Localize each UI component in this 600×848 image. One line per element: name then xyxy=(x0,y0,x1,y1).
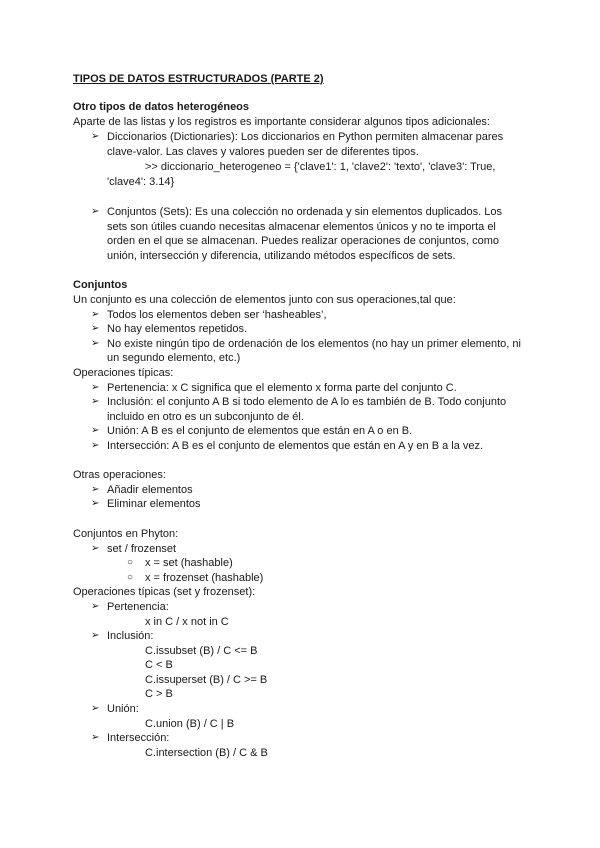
list-item: ➢ set / frozenset xyxy=(91,543,177,555)
circle-bullet-icon: ○ xyxy=(127,557,134,568)
code-example: C.issubset (B) / C <= B xyxy=(145,645,258,657)
arrow-bullet-icon: ➢ xyxy=(91,484,100,495)
arrow-bullet-icon: ➢ xyxy=(91,601,100,612)
arrow-bullet-icon: ➢ xyxy=(91,206,100,217)
list-item-text: un segundo elemento, etc.) xyxy=(107,352,241,364)
arrow-bullet-icon: ➢ xyxy=(91,382,100,393)
list-item: ➢ No existe ningún tipo de ordenación de los elementos (no hay un primer elemento, ni xyxy=(91,338,521,350)
code-example: 'clave4': 3.14} xyxy=(107,176,175,188)
arrow-bullet-icon: ➢ xyxy=(91,543,100,554)
arrow-bullet-icon: ➢ xyxy=(91,425,100,436)
arrow-bullet-icon: ➢ xyxy=(91,440,100,451)
list-item-text: unión, intersección y diferencia, utilizando métodos específicos de sets. xyxy=(107,250,456,262)
list-item-text: incluido en otro es un subconjunto de él. xyxy=(107,411,304,423)
list-item: ➢ Unión: A B es el conjunto de elementos que están en A o en B. xyxy=(91,425,413,437)
paragraph: Operaciones típicas: xyxy=(73,367,174,379)
page-title: TIPOS DE DATOS ESTRUCTURADOS (PARTE 2) xyxy=(73,73,324,85)
list-item: ➢ No hay elementos repetidos. xyxy=(91,323,248,335)
paragraph: Un conjunto es una colección de elementos junto con sus operaciones,tal que: xyxy=(73,294,456,306)
list-item-text: sets son útiles cuando necesitas almacenar elementos únicos y no te importa el xyxy=(107,221,496,233)
arrow-bullet-icon: ➢ xyxy=(91,323,100,334)
arrow-bullet-icon: ➢ xyxy=(91,396,100,407)
list-item: ➢ Todos los elementos deben ser ‘hasheables’, xyxy=(91,309,327,321)
list-item: ➢ Intersección: xyxy=(91,732,170,744)
arrow-bullet-icon: ➢ xyxy=(91,732,100,743)
code-example: x in C / x not in C xyxy=(145,616,229,628)
list-item-dictionaries: ➢ Diccionarios (Dictionaries): Los diccionarios en Python permiten almacenar pares xyxy=(91,131,504,143)
list-item: ➢ Pertenencia: x C significa que el elemento x forma parte del conjunto C. xyxy=(91,382,457,394)
list-item-sets: ➢ Conjuntos (Sets): Es una colección no ordenada y sin elementos duplicados. Los xyxy=(91,206,503,218)
list-item-text: orden en el que se almacenan. Puedes realizar operaciones de conjuntos, como xyxy=(107,235,499,247)
arrow-bullet-icon: ➢ xyxy=(91,703,100,714)
list-item: ➢ Eliminar elementos xyxy=(91,498,201,510)
list-item-text: clave-valor. Las claves y valores pueden ser de diferentes tipos. xyxy=(107,146,419,158)
list-item: ➢ Inclusión: el conjunto A B si todo elemento de A lo es también de B. Todo conjunto xyxy=(91,396,507,408)
paragraph: Aparte de las listas y los registros es importante considerar algunos tipos adicionales: xyxy=(73,116,490,128)
arrow-bullet-icon: ➢ xyxy=(91,630,100,641)
code-example: C < B xyxy=(145,659,173,671)
code-example: C.issuperset (B) / C >= B xyxy=(145,674,268,686)
sub-list-item: ○ x = frozenset (hashable) xyxy=(127,572,264,584)
sub-list-item: ○ x = set (hashable) xyxy=(127,557,233,569)
arrow-bullet-icon: ➢ xyxy=(91,338,100,349)
code-example: C.intersection (B) / C & B xyxy=(145,747,268,759)
section-heading-heterogeneous: Otro tipos de datos heterogéneos xyxy=(73,101,250,113)
list-item: ➢ Intersección: A B es el conjunto de elementos que están en A y en B a la vez. xyxy=(91,440,484,452)
code-example: C.union (B) / C | B xyxy=(145,718,235,730)
arrow-bullet-icon: ➢ xyxy=(91,498,100,509)
list-item: ➢ Unión: xyxy=(91,703,139,715)
section-heading-conjuntos: Conjuntos xyxy=(73,279,128,291)
arrow-bullet-icon: ➢ xyxy=(91,309,100,320)
list-item: ➢ Pertenencia: xyxy=(91,601,169,613)
circle-bullet-icon: ○ xyxy=(127,572,134,583)
list-item: ➢ Inclusión: xyxy=(91,630,154,642)
paragraph: Conjuntos en Phyton: xyxy=(73,528,179,540)
code-example: C > B xyxy=(145,688,173,700)
paragraph: Operaciones típicas (set y frozenset): xyxy=(73,586,256,598)
arrow-bullet-icon: ➢ xyxy=(91,131,100,142)
paragraph: Otras operaciones: xyxy=(73,469,166,481)
list-item: ➢ Añadir elementos xyxy=(91,484,193,496)
code-example: >> diccionario_heterogeneo = {'clave1': 1, 'clave2': 'texto', 'clave3': True, xyxy=(145,161,496,173)
